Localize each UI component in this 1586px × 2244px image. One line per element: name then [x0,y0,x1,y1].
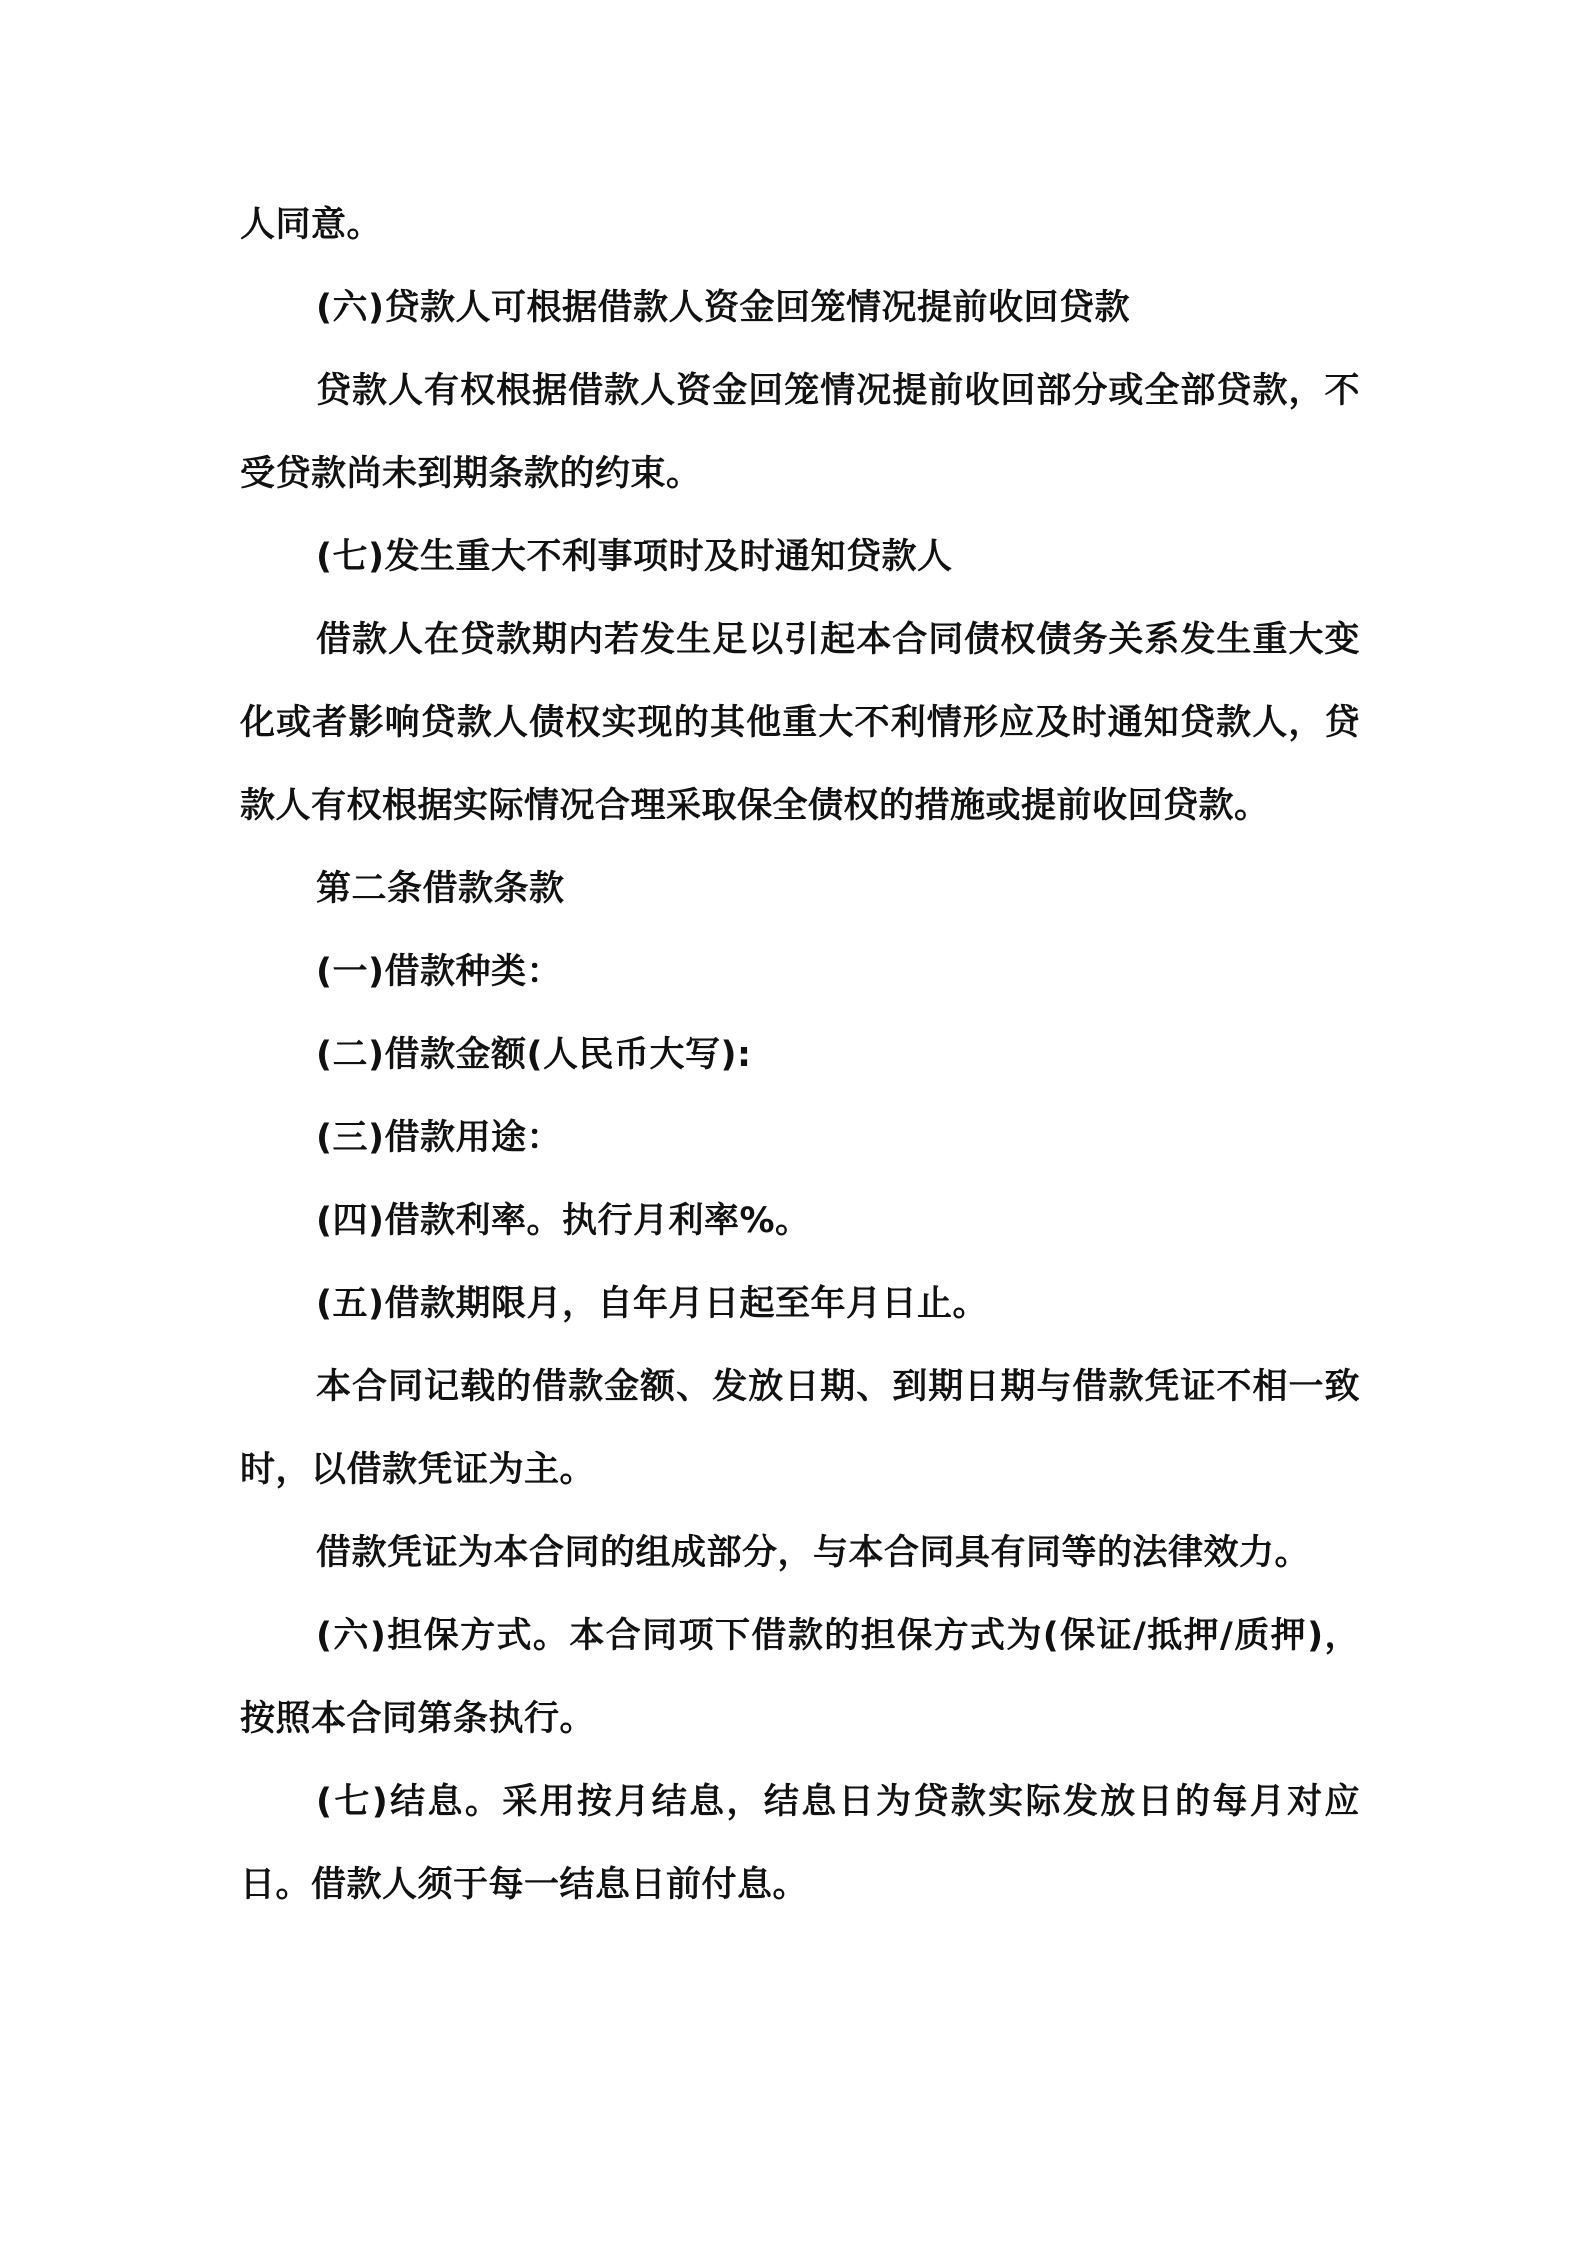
section-heading: (六)贷款人可根据借款人资金回笼情况提前收回贷款 [316,288,1130,328]
paragraph: 人同意。 [240,205,383,245]
clause-loan-type: (一)借款种类： [316,952,562,992]
clause-loan-amount: (二)借款金额(人民币大写): [316,1035,752,1075]
clause-interest-rate: (四)借款利率。执行月利率%。 [316,1201,811,1241]
clause-guarantee: (六)担保方式。本合同项下借款的担保方式为(保证/抵押/质押)，按照本合同第条执行。 [240,1616,1360,1739]
clause-interest-settlement: (七)结息。采用按月结息，结息日为贷款实际发放日的每月对应日。借款人须于每一结息日前付息。 [240,1782,1360,1905]
paragraph: 贷款人有权根据借款人资金回笼情况提前收回部分或全部贷款，不受贷款尚未到期条款的约束。 [240,371,1360,494]
document-body [240,184,1360,1927]
clause-loan-term: (五)借款期限月，自年月日起至年月日止。 [316,1284,988,1324]
paragraph: 本合同记载的借款金额、发放日期、到期日期与借款凭证不相一致时，以借款凭证为主。 [240,1367,1360,1490]
clause-loan-purpose: (三)借款用途： [316,1118,562,1158]
section-heading: (七)发生重大不利事项时及时通知贷款人 [316,537,953,577]
paragraph: 借款凭证为本合同的组成部分，与本合同具有同等的法律效力。 [316,1533,1311,1573]
article-heading: 第二条借款条款 [316,869,565,909]
paragraph: 借款人在贷款期内若发生足以引起本合同债权债务关系发生重大变化或者影响贷款人债权实现的其他重大不利情形应及时通知贷款人，贷款人有权根据实际情况合理采取保全债权的措施或提前收回贷款。 [240,620,1360,826]
